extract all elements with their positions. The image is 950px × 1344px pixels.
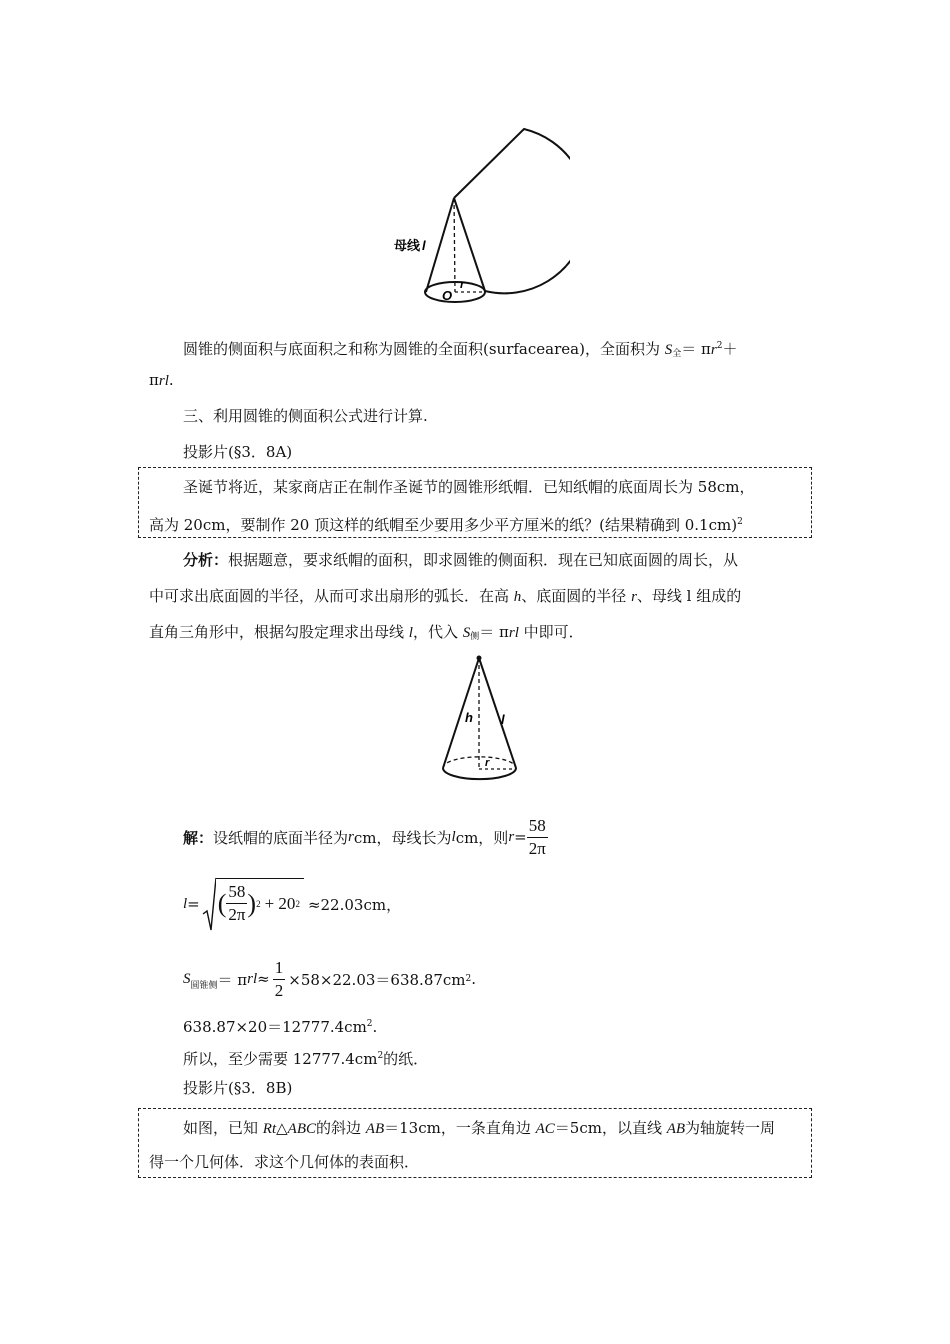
cone-height [454,198,455,292]
cone-sector-figure [390,120,570,310]
label-h: h [465,710,473,725]
label-l: l [422,238,426,253]
problem-box-b [138,1108,812,1178]
label-r: r [460,277,465,291]
sqrt-body: ( $\frac{58}{2\pi}$ ) 2 + 20 2 [216,878,304,926]
conclusion-line: 所以，至少需要 $12777.4cm^2$的纸． [183,1050,429,1068]
label-r: r [485,757,490,769]
fraction-inner: $\frac{58}{2\pi}$ [228,882,246,924]
problem-b-line2: 得一个几何体．求这个几何体的表面积． [149,1153,420,1171]
fraction-one-half: $\frac{1}{2}$ [274,957,284,1000]
sector-outline [454,129,570,293]
analysis-line2: 中可求出底面圆的半径，从而可求出扇形的弧长．在高 h、底面圆的半径 r、母线 l 组成的 [149,587,742,605]
fraction-58-over-2pi: $\frac{58}{2\pi}$ [528,815,546,858]
slide-label-b: 投影片(§3．8B) [183,1079,293,1097]
analysis-line3: 直角三角形中，根据勾股定理求出母线 l，代入 $S_侧= \pi rl$ 中即可． [149,623,584,642]
formula-l: l = ( $\frac{58}{2\pi}$ ) 2 + 20 2 ≈22.03cm， [183,874,401,934]
problem-a-line2: 高为 20cm，要制作 20 顶这样的纸帽至少要用多少平方厘米的纸？(结果精确到 0.1cm)$^2$ [149,516,743,534]
solution-line: 解： 设纸帽的底面半径为 r cm，母线长为 l cm，则 r = $\frac{58}{2\pi}$ [183,815,546,858]
label-o: O [442,288,453,303]
formula-s: S 圆锥侧 ＝ π rl ≈ $\frac{1}{2}$ ×58×22.03＝638.87cm 2 . [183,957,477,1000]
para-full-area-line1: 圆锥的侧面积与底面积之和称为圆锥的全面积(surfacearea)，全面积为 $S_全= \pi r^2+$ [183,340,738,359]
section-heading-3: 三、利用圆锥的侧面积公式进行计算. [183,407,428,425]
calc-line: $638.87\times 20=12777.4cm^2$. [183,1018,378,1036]
problem-a-line1: 圣诞节将近，某家商店正在制作圣诞节的圆锥形纸帽．已知纸帽的底面周长为 58cm， [183,478,755,496]
label-generatrix: 母线 [394,238,421,253]
analysis-line1: 分析：根据题意，要求纸帽的面积，即求圆锥的侧面积．现在已知底面圆的周长，从 [183,551,739,569]
slide-label-a: 投影片(§3．8A) [183,443,293,461]
cone-base-front [443,768,516,779]
problem-b-line1: 如图，已知 Rt△ABC的斜边 AB＝13cm，一条直角边 AC＝5cm，以直线 AB为轴旋转一周 [183,1119,776,1137]
label-l: l [501,712,505,727]
problem-box-a [138,467,812,538]
sqrt-sign [202,876,216,932]
para-full-area-line2: πrl. [149,371,174,389]
cone-figure [435,652,525,787]
